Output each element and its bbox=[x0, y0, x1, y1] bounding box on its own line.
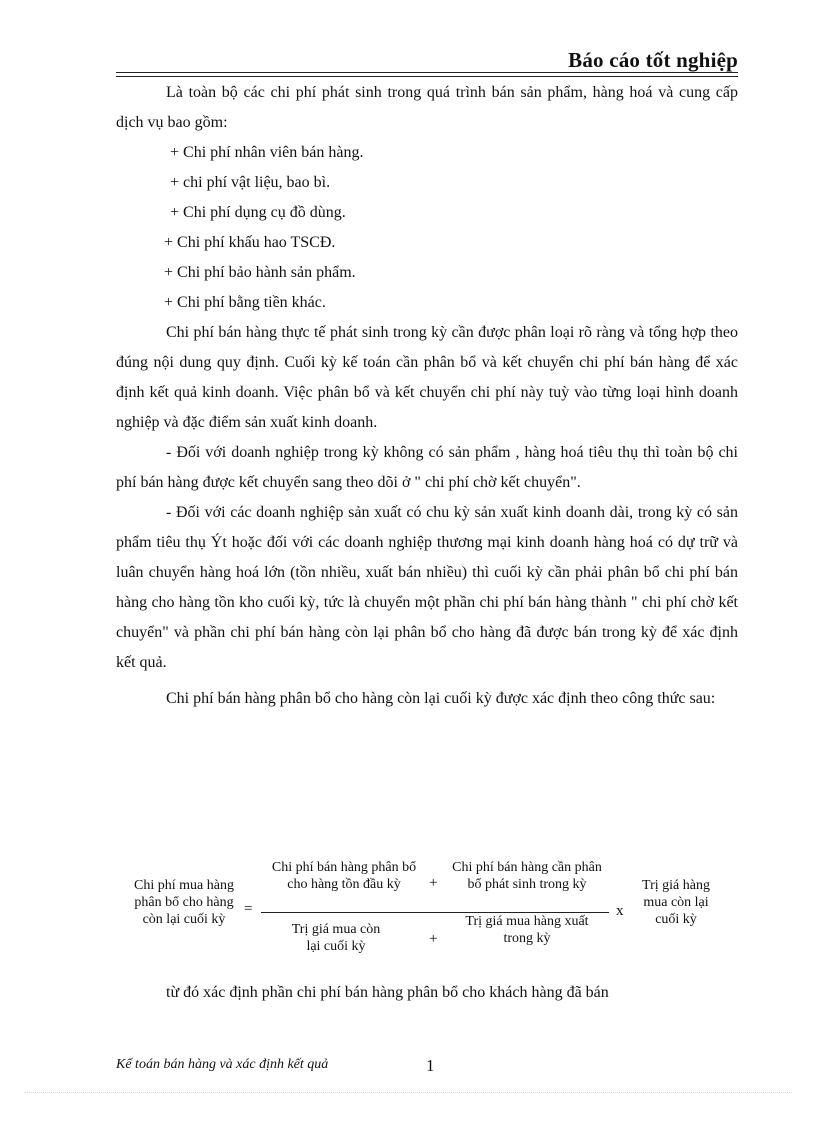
cost-item: + Chi phí bằng tiền khác. bbox=[164, 294, 326, 311]
paragraph-allocation: Chi phí bán hàng thực tế phát sinh trong kỳ cần được phân loại rõ ràng và tổng hợp theo đúng nội dung quy định. Cuối kỳ kế toán cần phân bổ và kết chuyển chi phí bán hàng để xác định kết quả kinh doanh. Việc phân bổ và kết chuyển chi phí này tuỳ vào từng loại hình doanh nghiệp và đặc điểm sản xuất kinh doanh. bbox=[116, 324, 738, 431]
body-text bbox=[116, 78, 738, 714]
formula-denominator-a: Trị giá mua còn lại cuối kỳ bbox=[291, 922, 381, 954]
page-bottom-border bbox=[24, 1092, 792, 1093]
report-header-title: Báo cáo tốt nghiệp bbox=[568, 48, 738, 72]
page-number: 1 bbox=[426, 1056, 435, 1075]
conclusion-line: từ đó xác định phần chi phí bán hàng phân bổ cho khách hàng đã bán bbox=[166, 984, 609, 1001]
paragraph-formula-intro: Chi phí bán hàng phân bổ cho hàng còn lại cuối kỳ được xác định theo công thức sau: bbox=[166, 690, 716, 707]
formula-lhs: Chi phí mua hàng phân bổ cho hàng còn lại cuối kỳ bbox=[134, 878, 234, 927]
header-rule-secondary bbox=[116, 76, 738, 77]
formula-denominator-b: Trị giá mua hàng xuất trong kỳ bbox=[465, 914, 589, 946]
formula-equals: = bbox=[244, 901, 253, 917]
formula-numerator-b: Chi phí bán hàng cần phân bổ phát sinh trong kỳ bbox=[452, 860, 602, 892]
formula-denominator-plus: + bbox=[429, 931, 438, 947]
cost-item: + Chi phí khấu hao TSCĐ. bbox=[164, 234, 336, 251]
intro-paragraph: Là toàn bộ các chi phí phát sinh trong quá trình bán sản phẩm, hàng hoá và cung cấp dịch vụ bao gồm: bbox=[116, 84, 738, 131]
cost-item: + Chi phí bảo hành sản phẩm. bbox=[164, 264, 356, 281]
formula-times: x bbox=[616, 903, 624, 919]
paragraph-long-cycle: - Đối với các doanh nghiệp sản xuất có chu kỳ sản xuất kinh doanh dài, trong kỳ có sản phẩm tiêu thụ Ýt hoặc đối với các doanh nghiệp thương mại kinh doanh hàng hoá có dự trữ và luân chuyển hàng hoá lớn (tồn nhiều, xuất bán nhiều) thì cuối kỳ cần phải phân bổ chi phí bán hàng cho hàng tồn kho cuối kỳ, tức là chuyển một phần chi phí bán hàng thành " chi phí chờ kết chuyển" và phần chi phí bán hàng còn lại phân bổ cho hàng đã được bán trong kỳ để xác định kết quả. bbox=[116, 504, 738, 671]
footer-caption: Kế toán bán hàng và xác định kết quả bbox=[116, 1057, 329, 1072]
header-rule bbox=[116, 72, 738, 73]
formula-rhs: Trị giá hàng mua còn lại cuối kỳ bbox=[642, 878, 710, 927]
formula-numerator-a: Chi phí bán hàng phân bổ cho hàng tồn đầu kỳ bbox=[271, 860, 417, 892]
cost-item: + Chi phí nhân viên bán hàng. bbox=[170, 144, 364, 161]
allocation-formula bbox=[116, 855, 738, 960]
paragraph-no-sales: - Đối với doanh nghiệp trong kỳ không có sản phẩm , hàng hoá tiêu thụ thì toàn bộ chi phí bán hàng được kết chuyển sang theo dõi ở " chi phí chờ kết chuyển". bbox=[116, 444, 738, 491]
cost-item: + chi phí vật liệu, bao bì. bbox=[170, 174, 331, 191]
cost-item: + Chi phí dụng cụ đồ dùng. bbox=[170, 204, 346, 221]
formula-numerator-plus: + bbox=[429, 875, 438, 891]
